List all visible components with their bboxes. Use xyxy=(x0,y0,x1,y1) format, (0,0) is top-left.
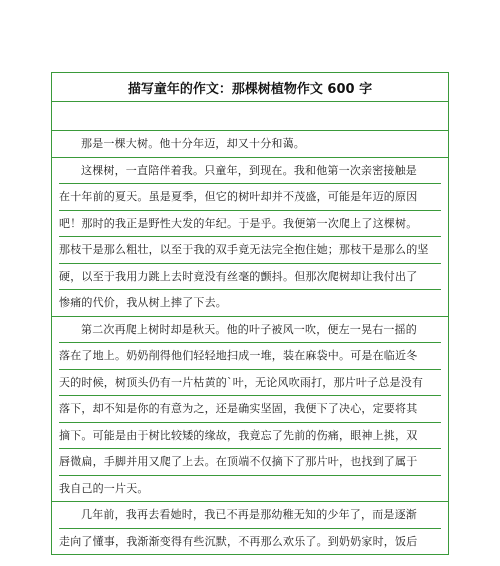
text-line: 在十年前的夏天。虽是夏季，但它的树叶却并不茂盛，可能是年迈的原因 xyxy=(59,183,441,210)
text-line: 几年前，我再去看她时，我已不再是那幼稚无知的少年了，而是逐渐 xyxy=(81,508,417,521)
blank-ruled-row xyxy=(52,102,448,131)
paragraph-2 xyxy=(52,158,448,317)
text-line: 那是一棵大树。他十分年迈，却又十分和蔼。 xyxy=(81,137,305,150)
paragraph-4 xyxy=(52,502,448,555)
paragraph-1 xyxy=(52,131,448,158)
text-line: 摘下。可能是由于树比较矮的缘故，我竟忘了先前的伤痛，眼神上挑，双 xyxy=(59,422,441,449)
text-line: 天的时候，树顶头仍有一片枯黄的`叶，无论风吹雨打，那片叶子总是没有 xyxy=(59,369,441,396)
text-line: 第二次再爬上树时却是秋天。他的叶子被风一吹，便左一晃右一摇的 xyxy=(81,322,417,336)
text-line: 落下，却不知是你的有意为之，还是确实坚固，我便下了决心，定要将其 xyxy=(59,395,441,422)
text-line: 我自己的一片天。 xyxy=(59,475,441,502)
text-line: 吧！那时的我正是野性大发的年纪。于是乎。我便第一次爬上了这棵树。 xyxy=(59,210,441,237)
essay-sheet xyxy=(51,72,449,555)
text-line: 惨痛的代价，我从树上摔了下去。 xyxy=(59,289,441,316)
text-line: 这棵树，一直陪伴着我。只童年，到现在。我和他第一次亲密接触是 xyxy=(81,163,417,177)
essay-title: 描写童年的作文：那棵树植物作文 600 字 xyxy=(52,73,448,102)
text-line: 走向了懂事，我渐渐变得有些沉默，不再那么欢乐了。到奶奶家时，饭后 xyxy=(59,528,441,555)
text-line: 落在了地上。奶奶削得他们轻轻地扫成一堆，装在麻袋中。可是在临近冬 xyxy=(59,342,441,369)
text-line: 那枝干是那么粗壮，以至于我的双手竟无法完全抱住她；那枝干是那么的坚 xyxy=(59,236,441,263)
text-line: 硬，以至于我用力跳上去时竟没有丝毫的颤抖。但那次爬树却让我付出了 xyxy=(59,263,441,290)
paragraph-3 xyxy=(52,317,448,503)
text-line: 唇微扁，手脚并用又爬了上去。在顶端不仅摘下了那片叶，也找到了属于 xyxy=(59,448,441,475)
